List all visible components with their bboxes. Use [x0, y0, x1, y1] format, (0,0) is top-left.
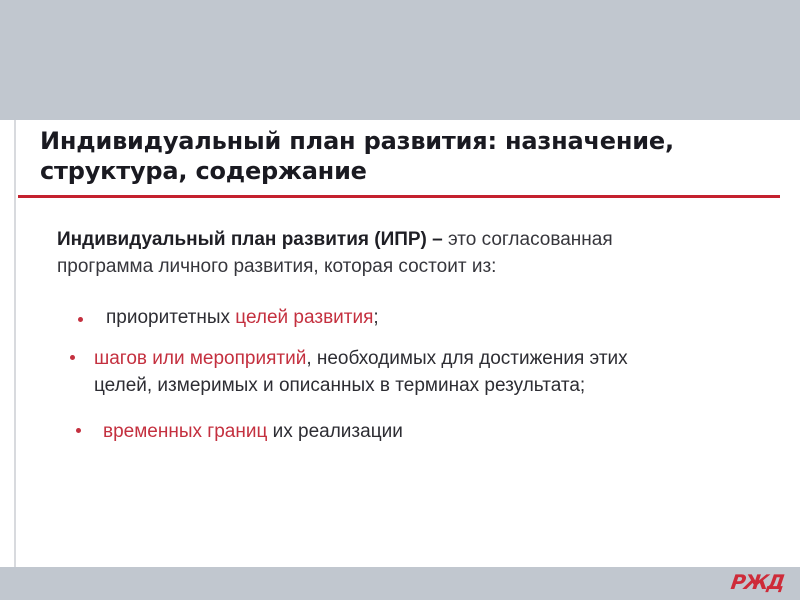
bullet2-red-phrase: шагов или мероприятий: [94, 348, 307, 369]
footer-band: [0, 567, 800, 600]
bullet3-red-phrase: временных границ: [103, 421, 268, 442]
bullet3-dark-post: их реализации: [267, 421, 403, 442]
slide-title-line1: Индивидуальный план развития: назначение,: [40, 127, 674, 155]
bullet-item-3: [103, 418, 723, 445]
bullet-item-2: [94, 345, 734, 399]
intro-lead-bold: Индивидуальный план развития (ИПР) –: [57, 229, 443, 250]
bullet1-dark-pre: приоритетных: [106, 307, 236, 328]
rzd-logo: РЖД: [729, 570, 786, 594]
bullet2-line1: [94, 345, 734, 372]
bullet-dot: [76, 428, 81, 433]
bullet2-line2: целей, измеримых и описанных в терминах результата;: [94, 375, 586, 396]
slide-title-line2: структура, содержание: [40, 157, 367, 185]
bullet1-red-phrase: целей развития: [235, 307, 374, 328]
slide-title: [40, 126, 760, 186]
header-band: [0, 0, 800, 120]
bullet1-dark-post: ;: [373, 307, 379, 328]
intro-rest-line1: это согласованная: [442, 229, 613, 250]
intro-line1: [57, 226, 737, 253]
intro-paragraph: [57, 226, 737, 280]
bullet2-dark-line1: , необходимых для достижения этих: [306, 348, 628, 369]
intro-line2: программа личного развития, которая состоит из:: [57, 256, 497, 277]
bullet-item-1: [106, 304, 726, 331]
bullet-dot: [78, 317, 83, 322]
title-underline: [18, 195, 780, 198]
bullet-dot: [70, 355, 75, 360]
left-divider-line: [14, 120, 16, 567]
